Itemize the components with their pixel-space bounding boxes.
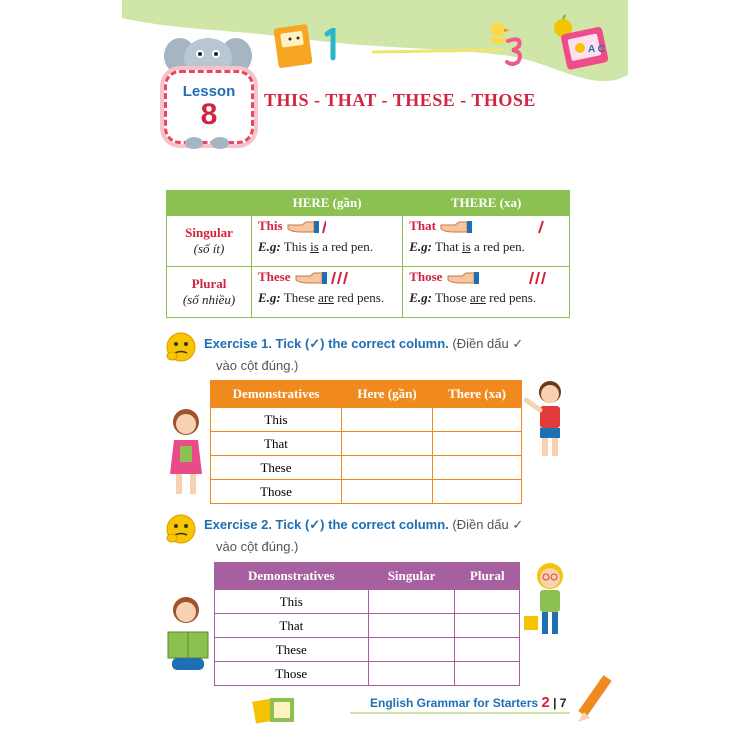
plural-tick-cell[interactable] [455, 614, 520, 638]
table-row [215, 638, 520, 662]
here-tick-cell[interactable] [341, 408, 432, 432]
book-level: 2 [541, 694, 550, 711]
glasses-girl-illustration-icon [522, 560, 570, 640]
pencil-icon [574, 672, 614, 732]
demonstrative-word: This [258, 218, 283, 233]
demonstrative-cell: That [211, 432, 342, 456]
example-sentence [258, 290, 396, 306]
table-row [211, 432, 522, 456]
demonstrative-cell: Those [215, 662, 369, 686]
table-header-cell: Demonstratives [211, 381, 342, 408]
example-verb: is [462, 239, 471, 255]
page-number: 7 [559, 696, 567, 710]
demonstrative-word: These [258, 269, 291, 284]
example-text: This [283, 239, 311, 255]
row-label: Plural [191, 276, 227, 291]
thinking-face-icon [164, 512, 198, 546]
table-header-cell: HERE (gần) [252, 191, 403, 216]
example-prefix: E.g: [258, 290, 281, 306]
exercise-2-heading: Exercise 2. Tick (✓) the correct column. [204, 517, 449, 532]
table-header-row [211, 381, 522, 408]
here-cell [252, 216, 403, 267]
exercise-2-gloss-cont: vào cột đúng.) [216, 539, 299, 554]
table-header-row [167, 191, 570, 216]
table-row-plural [167, 267, 570, 318]
footer-separator: | [553, 696, 557, 710]
girl-illustration-icon [162, 404, 210, 500]
example-prefix: E.g: [409, 290, 432, 306]
demonstrative-cell: These [211, 456, 342, 480]
table-header-cell: Demonstratives [215, 563, 369, 590]
there-cell [403, 216, 570, 267]
demonstrative-cell: These [215, 638, 369, 662]
singular-tick-cell[interactable] [368, 614, 455, 638]
singular-tick-cell[interactable] [368, 590, 455, 614]
books-icon [250, 690, 300, 724]
row-label-vi: (số nhiều) [182, 292, 236, 307]
example-verb: is [310, 239, 319, 255]
pointing-hand-near-icon [286, 219, 326, 235]
table-row [211, 480, 522, 504]
demonstrative-word: That [409, 218, 436, 233]
number-three-icon [504, 36, 526, 66]
demonstrative-cell: This [215, 590, 369, 614]
table-header-cell: Singular [368, 563, 455, 590]
lesson-number: 8 [200, 98, 218, 131]
footer-book-title [370, 694, 566, 711]
exercise-1-table [210, 380, 522, 504]
example-text: red pens. [333, 290, 385, 306]
example-prefix: E.g: [258, 239, 281, 255]
reading-girl-illustration-icon [162, 594, 214, 678]
demonstrative-cell: That [215, 614, 369, 638]
there-tick-cell[interactable] [433, 480, 522, 504]
example-sentence [258, 239, 396, 255]
table-row [215, 590, 520, 614]
table-header-cell: THERE (xa) [403, 191, 570, 216]
example-sentence [409, 239, 563, 255]
plural-tick-cell[interactable] [455, 638, 520, 662]
table-header-cell: Here (gần) [341, 381, 432, 408]
here-cell [252, 267, 403, 318]
table-header-cell [167, 191, 252, 216]
abc-book-icon [558, 24, 616, 76]
table-row-singular [167, 216, 570, 267]
there-tick-cell[interactable] [433, 432, 522, 456]
row-label: Singular [185, 225, 233, 240]
lesson-label: Lesson [182, 83, 236, 100]
pointing-hand-far-pens-icon [446, 270, 550, 286]
row-label-cell [167, 267, 252, 318]
book-title: English Grammar for Starters [370, 696, 539, 710]
grammar-table [166, 190, 570, 318]
table-row [215, 614, 520, 638]
there-tick-cell[interactable] [433, 408, 522, 432]
table-row [211, 456, 522, 480]
workbook-page [122, 0, 628, 750]
table-header-row [215, 563, 520, 590]
example-text: red pens. [485, 290, 537, 306]
example-text: That [434, 239, 463, 255]
example-text: a red pen. [318, 239, 373, 255]
lesson-badge [164, 70, 254, 144]
boy-illustration-icon [524, 378, 570, 460]
exercise-1-gloss: (Điền dấu ✓ [452, 336, 524, 351]
row-label-vi: (số ít) [193, 241, 225, 256]
here-tick-cell[interactable] [341, 480, 432, 504]
here-tick-cell[interactable] [341, 432, 432, 456]
table-header-cell: Plural [455, 563, 520, 590]
table-row [215, 662, 520, 686]
pointing-hand-far-icon [439, 219, 549, 235]
demonstrative-cell: Those [211, 480, 342, 504]
there-tick-cell[interactable] [433, 456, 522, 480]
example-sentence [409, 290, 563, 306]
example-text: a red pen. [470, 239, 525, 255]
example-text: Those [434, 290, 470, 306]
row-label-cell [167, 216, 252, 267]
demonstrative-cell: This [211, 408, 342, 432]
singular-tick-cell[interactable] [368, 638, 455, 662]
exercise-1-heading: Exercise 1. Tick (✓) the correct column. [204, 336, 449, 351]
here-tick-cell[interactable] [341, 456, 432, 480]
plural-tick-cell[interactable] [455, 590, 520, 614]
example-verb: are [318, 290, 334, 306]
exercise-2-table [214, 562, 520, 686]
pointing-hand-near-pens-icon [294, 270, 350, 286]
exercise-1-instructions [204, 336, 523, 373]
notebook-icon [274, 22, 314, 68]
number-one-icon [322, 28, 340, 62]
example-text: These [283, 290, 319, 306]
exercise-2-gloss: (Điền dấu ✓ [452, 517, 524, 532]
svg-text:A C: A C [588, 44, 605, 55]
elephant-feet-icon [184, 136, 230, 150]
singular-tick-cell[interactable] [368, 662, 455, 686]
page-title: THIS - THAT - THESE - THOSE [264, 90, 536, 110]
thinking-face-icon [164, 330, 198, 364]
there-cell [403, 267, 570, 318]
table-row [211, 408, 522, 432]
exercise-2-instructions [204, 517, 523, 554]
exercise-1-gloss-cont: vào cột đúng.) [216, 358, 299, 373]
example-prefix: E.g: [409, 239, 432, 255]
demonstrative-word: Those [409, 269, 443, 284]
plural-tick-cell[interactable] [455, 662, 520, 686]
example-verb: are [469, 290, 486, 306]
table-header-cell: There (xa) [433, 381, 522, 408]
